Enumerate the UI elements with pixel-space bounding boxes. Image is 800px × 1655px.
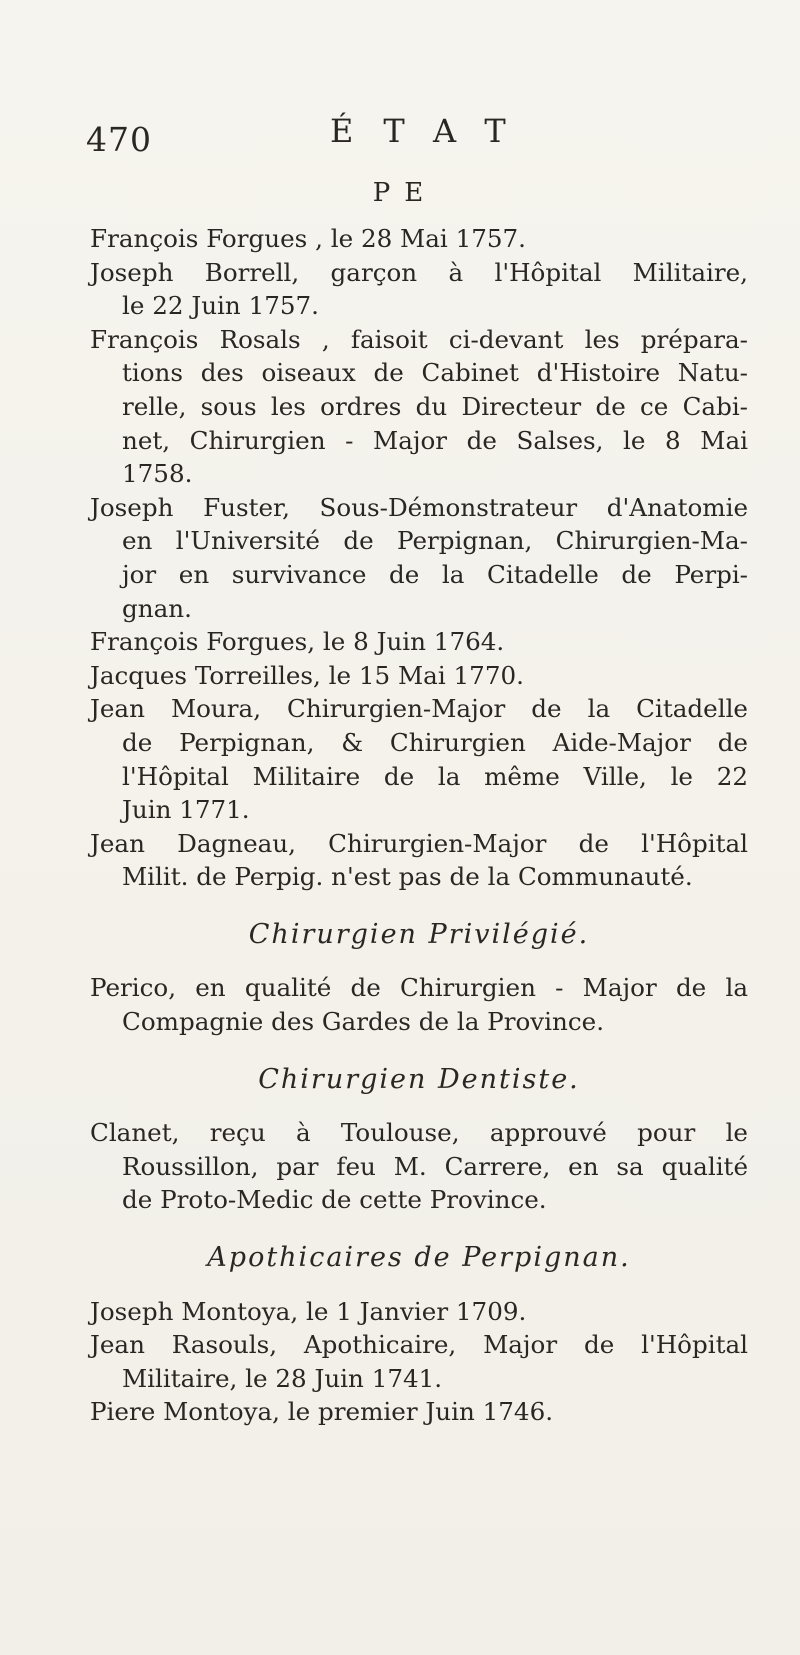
entry-line: le 22 Juin 1757. [122,291,319,321]
entry-line: Militaire, le 28 Juin 1741. [122,1363,443,1393]
entry-line: Joseph Fuster, Sous-Démonstrateur d'Anatomie [90,492,748,522]
entry-line: de Perpignan, & Chirurgien Aide-Major de [122,727,748,757]
entry-line: 1758. [122,459,193,489]
entry-line: tions des oiseaux de Cabinet d'Histoire Natu- [122,358,748,388]
running-head: ÉTAT [330,112,536,150]
entry-line: Jean Moura, Chirurgien-Major de la Citadelle [90,694,748,724]
entry [90,971,748,1038]
entry-line: Clanet, reçu à Toulouse, approuvé pour le [90,1118,748,1148]
entry-line: Piere Montoya, le premier Juin 1746. [90,1397,554,1427]
entry-line: net, Chirurgien - Major de Salses, le 8 Mai [122,425,748,455]
entry-line: jor en survivance de la Citadelle de Perpi- [122,559,748,589]
entry-line: Milit. de Perpig. n'est pas de la Communauté. [122,862,693,892]
entry-line: Jean Rasouls, Apothicaire, Major de l'Hôpital [90,1330,748,1360]
privilegie-entries [90,971,748,1038]
entry-line: François Forgues , le 28 Mai 1757. [90,224,526,253]
entry [90,827,748,894]
section-title-apothicaires: Apothicaires de Perpignan. [207,1242,631,1274]
entry-line: en l'Université de Perpignan, Chirurgien-Ma- [122,526,748,556]
entry [90,659,748,693]
entry-line: Roussillon, par feu M. Carrere, en sa qualité [122,1151,748,1181]
main-entries [90,222,748,894]
entry-line: gnan. [122,593,192,623]
entry [90,491,748,625]
entry-line: de Proto-Medic de cette Province. [122,1185,547,1215]
entry [90,323,748,491]
entry-line: l'Hôpital Militaire de la même Ville, le 22 [122,761,748,791]
entry-line: Joseph Borrell, garçon à l'Hôpital Militaire, [90,257,748,287]
entry-line: Juin 1771. [122,795,250,825]
section-title-privilegie: Chirurgien Privilégié. [248,918,590,950]
dentiste-entries [90,1116,748,1217]
entry [90,222,748,256]
entry-line: Jean Dagneau, Chirurgien-Major de l'Hôpital [90,828,748,858]
entry-line: Perico, en qualité de Chirurgien - Major de la [90,973,748,1003]
entry [90,1295,748,1329]
entry [90,256,748,323]
section-title-dentiste: Chirurgien Dentiste. [258,1063,580,1095]
entry-line: relle, sous les ordres du Directeur de ce Cabi- [122,391,748,421]
page-content [90,222,748,1429]
entry-line: Jacques Torreilles, le 15 Mai 1770. [90,660,524,690]
entry-line: Compagnie des Gardes de la Province. [122,1007,605,1037]
apothicaires-entries [90,1295,748,1429]
entry [90,692,748,826]
entry [90,625,748,659]
page-subhead: PE [372,178,438,208]
entry-line: Joseph Montoya, le 1 Janvier 1709. [90,1296,527,1326]
entry [90,1395,748,1429]
page-number: 470 [86,120,152,159]
entry [90,1116,748,1217]
entry-line: François Rosals , faisoit ci-devant les prépara- [90,324,748,354]
entry [90,1328,748,1395]
page-header [86,112,746,159]
entry-line: François Forgues, le 8 Juin 1764. [90,627,505,657]
